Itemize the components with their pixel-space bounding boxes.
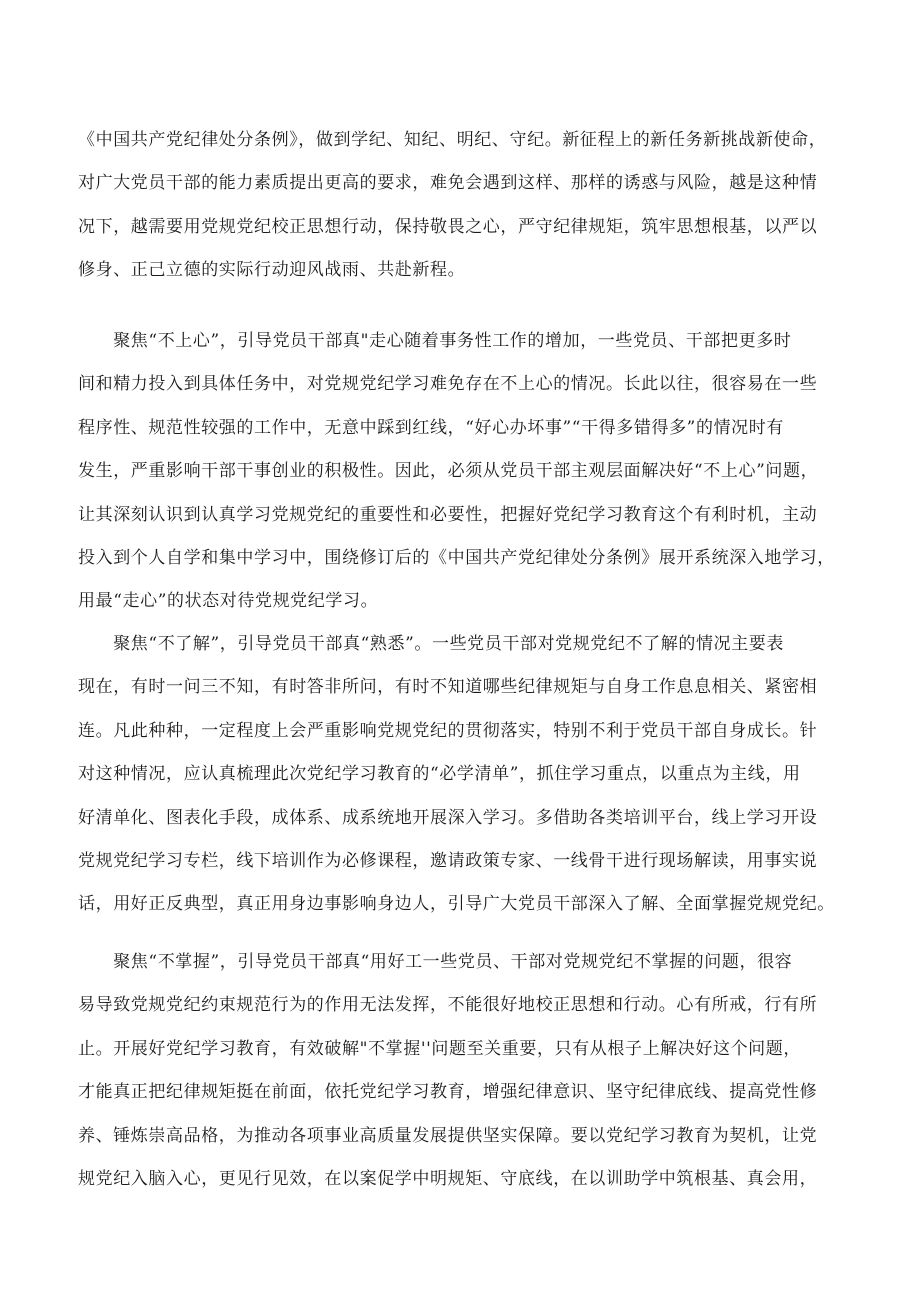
text-line: 发生，严重影响干部干事创业的积极性。因此，必须从党员干部主观层面解决好“不上心”问题， [78,461,819,482]
paragraph-1 [78,119,863,293]
text-line: 聚焦“不上心”，引导党员干部真"走心随着事务性工作的增加，一些党员、干部把更多时 [78,331,792,351]
text-line: 规党纪入脑入心，更见行见效，在以案促学中明规矩、守底线，在以训助学中筑根基、真会用， [78,1168,818,1189]
text-line: 党规党纪学习专栏，线下培训作为必修课程，邀请政策专家、一线骨干进行现场解读，用事实说 [78,850,818,871]
text-line: 程序性、规范性较强的工作中，无意中踩到红线，“好心办坏事”“干得多错得多”的情况时有 [78,417,784,438]
text-line: 止。开展好党纪学习教育，有效破解"不掌握''问题至关重要，只有从根子上解决好这个问题， [78,1038,801,1059]
paragraph-3 [78,623,863,927]
text-line: 间和精力投入到具体任务中，对党规党纪学习难免存在不上心的情况。长此以往，很容易在一些 [78,374,818,395]
text-line: 让其深刻认识到认真学习党规党纪的重要性和必要性，把握好党纪学习教育这个有利时机，主动 [78,504,818,525]
text-line: 《中国共产党纪律处分条例》，做到学纪、知纪、明纪、守纪。新征程上的新任务新挑战新使命， [78,130,827,150]
text-line: 用最“走心”的状态对待党规党纪学习。 [78,591,379,612]
text-line: 养、锤炼崇高品格，为推动各项事业高质量发展提供坚实保障。要以党纪学习教育为契机，让党 [78,1125,818,1146]
paragraph-4 [78,941,863,1201]
text-line: 聚焦“不掌握”，引导党员干部真“用好工一些党员、干部对党规党纪不掌握的问题，很容 [78,952,793,972]
text-line: 易导致党规党纪约束规范行为的作用无法发挥，不能很好地校正思想和行动。心有所戒，行有所 [78,995,818,1016]
text-line: 修身、正己立德的实际行动迎风战雨、共赴新程。 [78,260,466,281]
text-line: 况下，越需要用党规党纪校正思想行动，保持敬畏之心，严守纪律规矩，筑牢思想根基，以严以 [78,216,818,237]
text-line: 对这种情况，应认真梳理此次党纪学习教育的“必学清单”，抓住学习重点，以重点为主线，用 [78,764,801,785]
text-line: 聚焦“不了解”，引导党员干部真“熟悉”。一些党员干部对党规党纪不了解的情况主要表 [78,634,784,654]
text-line: 投入到个人自学和集中学习中，围绕修订后的《中国共产党纪律处分条例》展开系统深入地学习， [78,547,835,568]
text-line: 才能真正把纪律规矩挺在前面，依托党纪学习教育，增强纪律意识、坚守纪律底线、提高党性修 [78,1082,818,1103]
text-line: 话，用好正反典型，真正用身边事影响身边人，引导广大党员干部深入了解、全面掌握党规党纪。 [78,894,835,915]
text-line: 连。凡此种种，一定程度上会严重影响党规党纪的贯彻落实，特别不利于党员干部自身成长。针 [78,720,818,741]
text-line: 对广大党员干部的能力素质提出更高的要求，难免会遇到这样、那样的诱惑与风险，越是这种情 [78,173,818,194]
text-line: 好清单化、图表化手段，成体系、成系统地开展深入学习。多借助各类培训平台，线上学习开设 [78,807,818,828]
paragraph-2 [78,320,863,624]
text-line: 现在，有时一问三不知，有时答非所问，有时不知道哪些纪律规矩与自身工作息息相关、紧密相 [78,677,818,698]
